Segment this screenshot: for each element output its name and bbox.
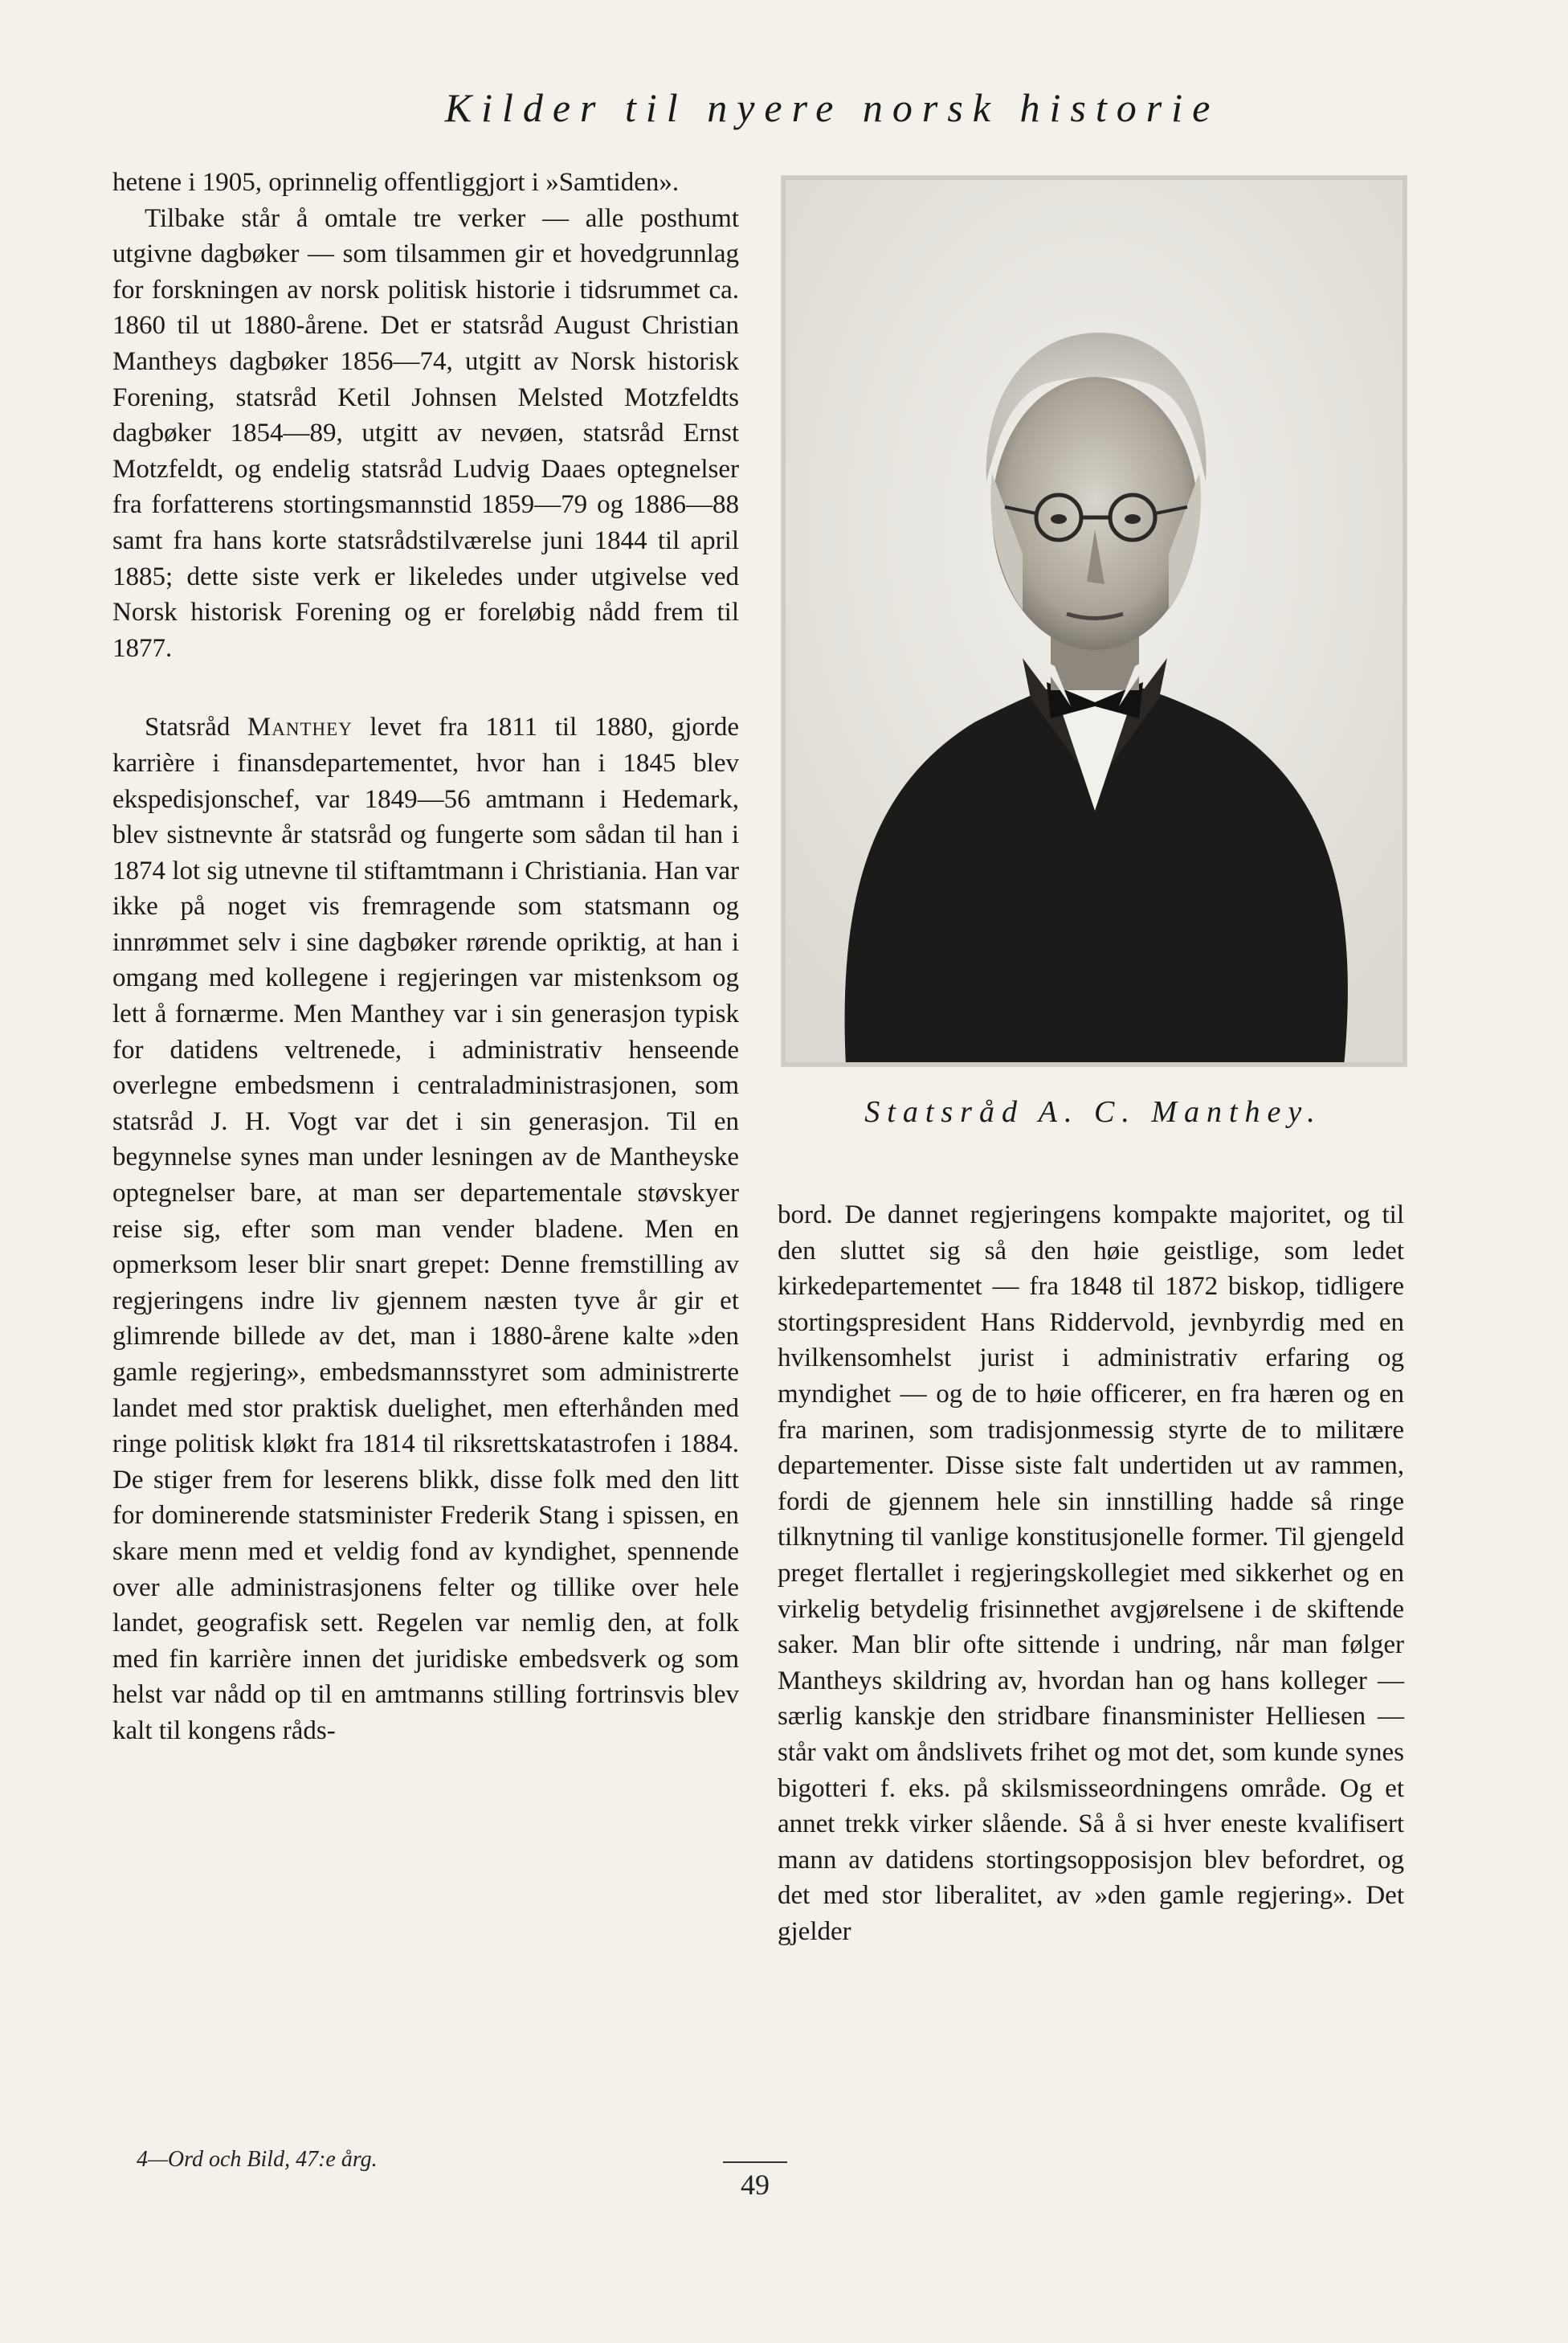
paragraph-lead: Statsråd [145,713,247,742]
portrait-illustration [782,176,1407,1066]
paragraph-continuation-right: bord. De dannet regjeringens kompakte majoritet, og til den sluttet sig så den høie geistlige, som ledet kirkedepartementet — fra 1848 til 1872 biskop, tidligere stortingspresident Hans Riddervold, jevnbyrdig med en hvilkensomhelst jurist i administrativ erfaring og myndighet — og de to høie officerer, en fra hæren og en fra marinen, som tradisjonmessig styrte de to militære departementer. Disse siste falt undertiden ut av rammen, fordi de gjennem hele sin innstilling hadde så ringe tilknytning til vanlige konstitusjonelle former. Til gjengeld preget flertallet i regjeringskollegiet med sikkerhet og en virkelig betydelig frisinnethet avgjørelsene i de skiftende saker. Man blir ofte sittende i undring, når man følger Mantheys skildring av, hvordan han og hans kolleger — særlig kanskje den stridbare finansminister Helliesen — står vakt om åndslivets frihet og mot det, som kunde synes bigotteri f. eks. på skilsmisseordningens område. Og et annet trekk virker slående. Så å si hver eneste kvalifisert mann av datidens stortingsopposisjon blev befordret, og det med stor liberalitet, av »den gamle regjering». Det gjelder [778,1200,1404,1946]
page-number: 49 [723,2161,787,2202]
footer-signature: 4—Ord och Bild, 47:e årg. [137,2147,378,2172]
paragraph-continuation: hetene i 1905, oprinnelig offentliggjort i »Samtiden». [112,168,680,197]
left-column [112,165,739,1749]
portrait-photo [781,175,1407,1067]
paragraph-manthey [112,709,739,1748]
paragraph-body: levet fra 1811 til 1880, gjorde karrière i finansdepartementet, hvor han i 1845 blev ekspedisjonschef, var 1849—56 amtmann i Hedemark, blev sistnevnte år statsråd og fungerte som sådan til han i 1874 lot sig utnevne til stiftamtmann i Christiania. Han var ikke på noget vis fremragende som statsmann og innrømmet selv i sine dagbøker rørende opriktig, at han i omgang med kollegene i regjeringen var mistenksom og lett å fornærme. Men Manthey var i sin generasjon typisk for datidens veltrenede, i administrativ henseende overlegne embedsmenn i centraladministrasjonen, som statsråd J. H. Vogt var det i sin generasjon. Til en begynnelse synes man under lesningen av de Mantheyske optegnelser bare, at man ser departementale støvskyer reise sig, efter som man vender bladene. Men en opmerksom leser blir snart grepet: Denne fremstilling av regjeringens indre liv gjennem næsten tyve år gir et glimrende billede av det, man i 1880-årene kalte »den gamle regjering», embedsmannsstyret som administrerte landet med stor praktisk duelighet, men efterhånden med ringe politisk kløkt fra 1814 til riksrettskatastrofen i 1884. De stiger frem for leserens blikk, disse folk med den litt for dominerende statsminister Frederik Stang i spissen, en skare menn med et veldig fond av kyndighet, spennende over alle administrasjonens felter og tillike over hele landet, geografisk sett. Regelen var nemlig den, at folk med fin karrière innen det juridiske embedsverk og som helst var nådd op til en amtmanns stilling fortrinsvis blev kalt til kongens råds- [112,713,739,1745]
paragraph-intro: Tilbake står å omtale tre verker — alle posthumt utgivne dagbøker — som tilsammen gir et hovedgrunnlag for forskningen av norsk politisk historie i tidsrummet ca. 1860 til ut 1880-årene. Det er statsråd August Christian Mantheys dagbøker 1856—74, utgitt av Norsk historisk Forening, statsråd Ketil Johnsen Melsted Motzfeldts dagbøker 1854—89, utgitt av nevøen, statsråd Ernst Motzfeldt, og endelig statsråd Ludvig Daaes optegnelser fra forfatterens stortingsmannstid 1859—79 og 1886—88 samt fra hans korte statsrådstilværelse juni 1844 til april 1885; dette siste verk er likeledes under utgivelse ved Norsk historisk Forening og er foreløbig nådd frem til 1877. [112,203,739,663]
figure-caption: Statsråd A. C. Manthey. [864,1095,1322,1129]
running-head: Kilder til nyere norsk historie [444,85,1220,130]
person-name: Manthey [247,713,353,742]
right-column [778,1197,1404,1949]
